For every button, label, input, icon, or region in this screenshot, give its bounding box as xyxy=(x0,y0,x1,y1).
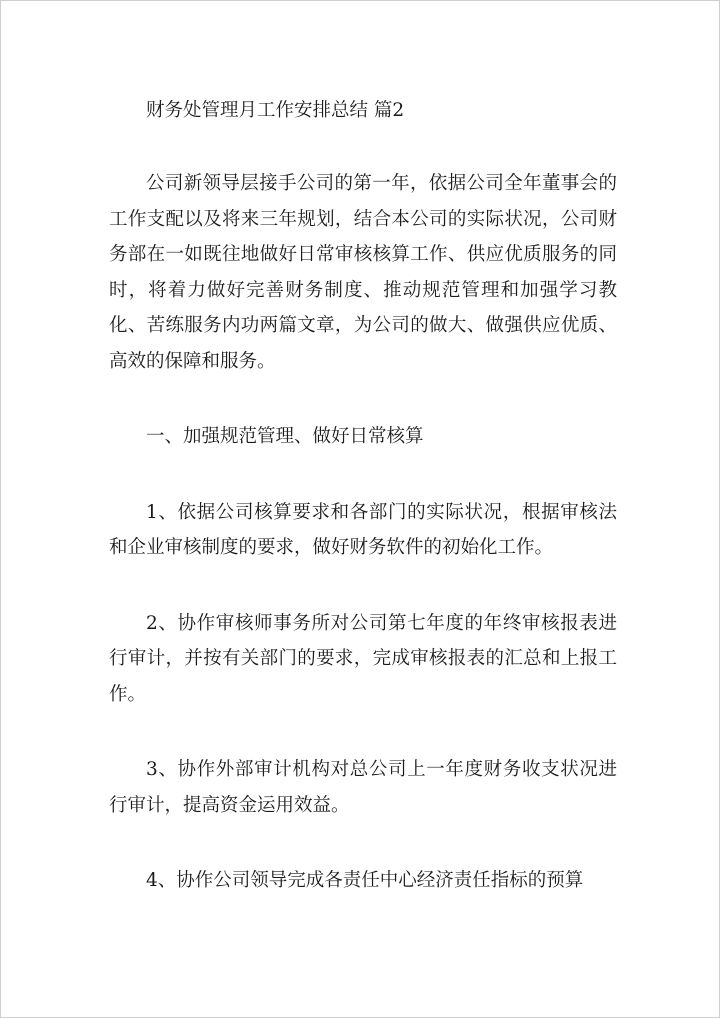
list-item-4: 4、协作公司领导完成各责任中心经济责任指标的预算 xyxy=(146,870,584,891)
section-heading: 一、加强规范管理、做好日常核算 xyxy=(146,426,424,447)
intro-paragraph: 公司新领导层接手公司的第一年，依据公司全年董事会的工作支配以及将来三年规划，结合本公司的实际状况，公司财务部在一如既往地做好日常审核核算工作、供应优质服务的同时，将着力做好完善财务制度、推动规范管理和加强学习教化、苦练服务内功两篇文章，为公司的做大、做强供应优质、高效的保障和服务。 xyxy=(109,173,617,372)
list-item-2: 2、协作审核师事务所对公司第七年度的年终审核报表进行审计，并按有关部门的要求，完成审核报表的汇总和上报工作。 xyxy=(109,612,617,705)
document-body xyxy=(109,93,617,899)
list-item-3: 3、协作外部审计机构对总公司上一年度财务收支状况进行审计，提高资金运用效益。 xyxy=(109,759,617,816)
list-item-1: 1、依据公司核算要求和各部门的实际状况，根据审核法和企业审核制度的要求，做好财务软件的初始化工作。 xyxy=(109,501,617,558)
document-title: 财务处管理月工作安排总结 篇2 xyxy=(146,100,405,121)
